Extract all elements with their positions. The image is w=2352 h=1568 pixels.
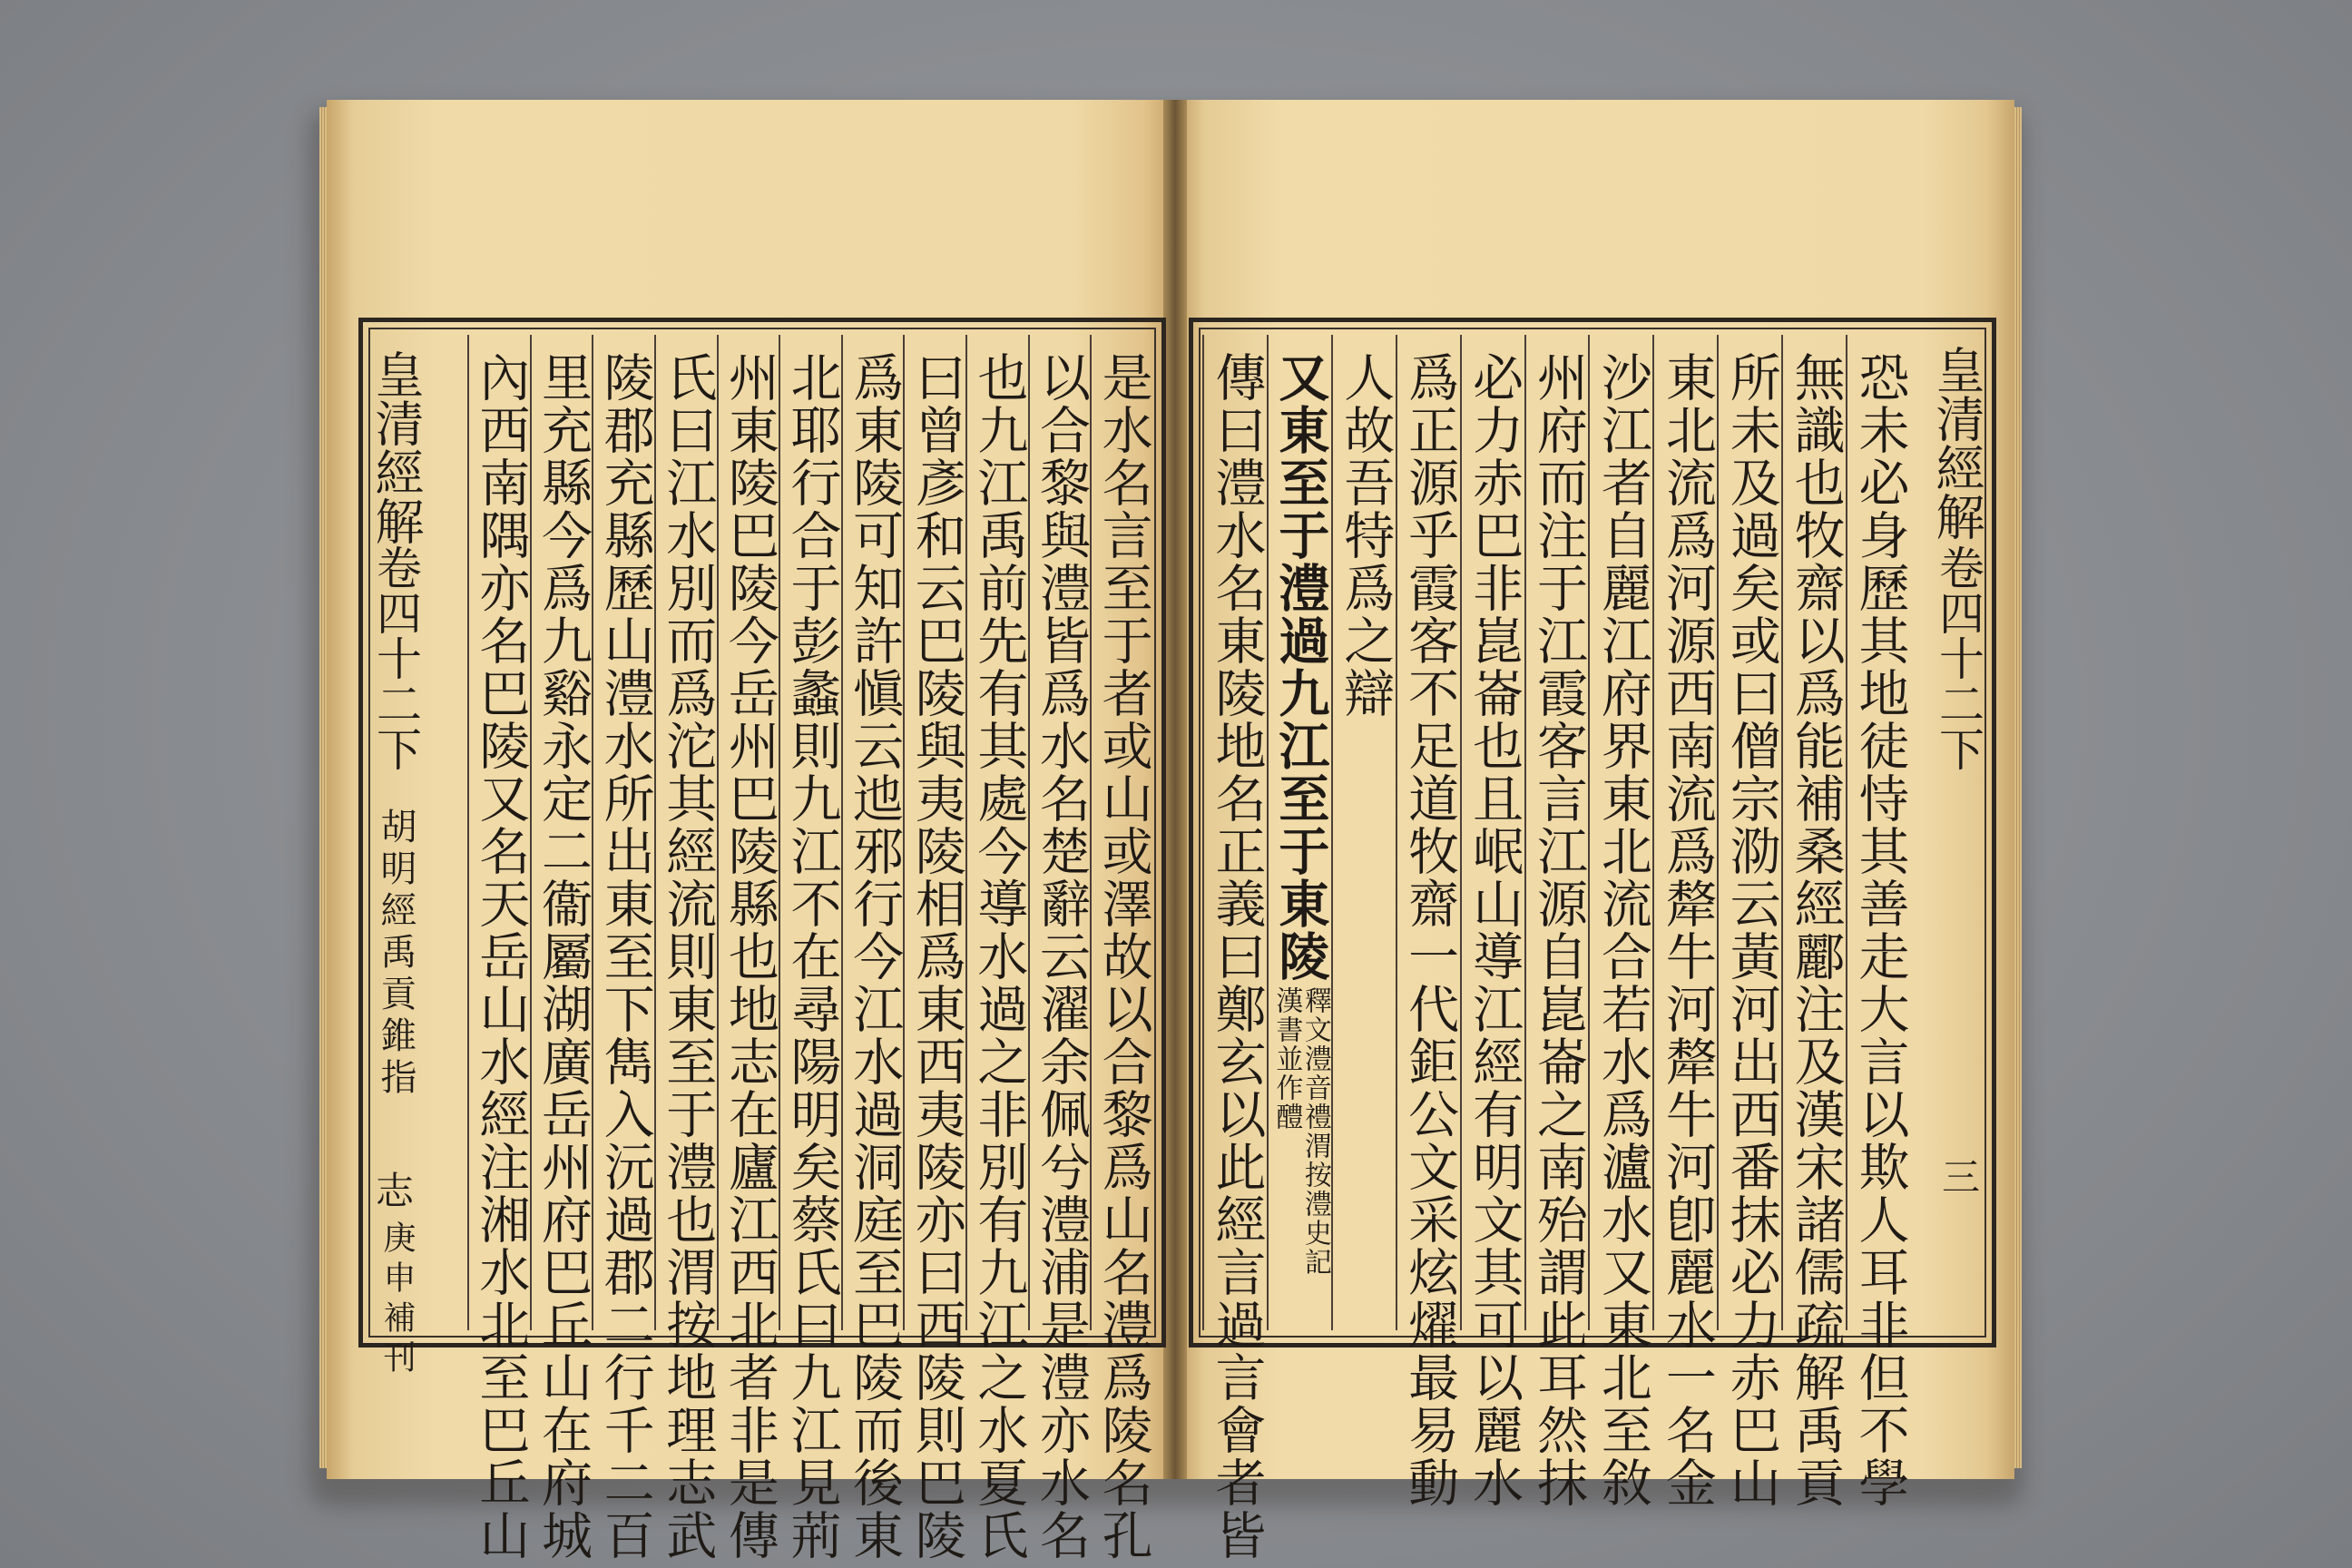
right-column-1-text: 恐未必身歷其地徒恃其善走大言以欺人耳非但不學 xyxy=(1850,351,1910,1509)
left-column-4-text: 曰曾彥和云巴陵與夷陵相爲東西夷陵亦曰西陵則巴陵 xyxy=(906,351,966,1562)
left-column-1 xyxy=(1090,335,1154,1562)
left-text-frame xyxy=(358,318,1166,1562)
right-column-9 xyxy=(1331,335,1397,1330)
right-last-column xyxy=(1202,335,1269,1562)
left-column-8 xyxy=(654,335,719,1562)
left-column-4 xyxy=(903,335,967,1562)
right-column-1 xyxy=(1846,335,1912,1509)
right-column-4 xyxy=(1652,335,1719,1509)
right-column-5 xyxy=(1588,335,1654,1509)
right-margin-page-number: 三 xyxy=(1936,1157,1981,1195)
left-column-7-text: 州東陵巴陵今岳州巴陵縣也地志在廬江西北者非是傳 xyxy=(720,351,779,1562)
left-margin-author: 胡明經禹貢錐指 xyxy=(375,808,416,1100)
right-column-3 xyxy=(1717,335,1783,1509)
left-column-1-text: 是水名言至于者或山或澤故以合黎爲山名澧爲陵名孔 xyxy=(1093,351,1153,1562)
left-column-2-text: 以合黎與澧皆爲水名楚辭云濯余佩兮澧浦是澧亦水名 xyxy=(1032,351,1092,1562)
left-column-6-text: 北耶行合于彭蠡則九江不在尋陽明矣蔡氏曰九江見荊 xyxy=(782,351,842,1562)
left-column-8-text: 氏曰江水別而爲沱其經流則東至于澧也渭按地理志武 xyxy=(658,351,718,1562)
left-column-7 xyxy=(717,335,781,1562)
left-column-2 xyxy=(1028,335,1093,1562)
left-column-9 xyxy=(592,335,656,1562)
right-column-7 xyxy=(1460,335,1526,1509)
left-column-9-text: 陵郡充縣歷山澧水所出東至下雋入沅過郡二行千二百 xyxy=(595,351,655,1562)
left-column-3 xyxy=(965,335,1030,1562)
left-column-5 xyxy=(841,335,906,1562)
right-heading-note: 釋文澧音禮渭按澧史記漢書並作醴 xyxy=(1270,986,1331,1277)
right-column-5-text: 沙江者自麗江府界東北流合若水爲瀘水又東北至敘 xyxy=(1592,351,1652,1509)
right-column-8 xyxy=(1396,335,1462,1509)
left-column-10 xyxy=(530,335,594,1562)
right-column-2-text: 無識也牧齋以爲能補桑經酈注及漢宋諸儒疏解禹貢 xyxy=(1786,351,1846,1509)
right-margin-title: 皇清經解 xyxy=(1928,345,1985,541)
right-heading-column xyxy=(1267,335,1333,1330)
right-text-frame xyxy=(1189,318,1996,1562)
left-column-3-text: 也九江禹前先有其處今導水過之非別有九江之水夏氏 xyxy=(969,351,1029,1562)
right-heading-line: 又東至于澧過九江至于東陵 xyxy=(1270,351,1331,983)
right-column-7-text: 必力赤巴非崑崙也且岷山導江經有明文其可以麗水 xyxy=(1465,351,1524,1509)
left-column-10-text: 里充縣今爲九谿永定二衞屬湖廣岳州府巴丘山在府城 xyxy=(533,351,593,1562)
left-column-11-text: 內西南隅亦名巴陵又名天岳山水經注湘水北至巴丘山 xyxy=(471,351,531,1562)
right-column-8-text: 爲正源乎霞客不足道牧齋一代鉅公文采炫燿最易動 xyxy=(1400,351,1460,1509)
left-margin-volume: 卷四十二下 xyxy=(369,544,422,771)
right-column-9-text: 人故吾特爲之辯 xyxy=(1336,351,1396,720)
left-column-6 xyxy=(779,335,843,1562)
left-margin-page-number: 志 xyxy=(370,1171,415,1209)
right-last-column-text: 傳曰澧水名東陵地名正義曰鄭玄以此經言過言會者皆 xyxy=(1207,351,1267,1562)
right-column-4-text: 東北流爲河源西南流爲犛牛河犛牛河卽麗水一名金 xyxy=(1657,351,1717,1509)
right-column-2 xyxy=(1781,335,1847,1509)
right-column-6 xyxy=(1524,335,1591,1509)
book-gutter xyxy=(1163,100,1187,1479)
left-margin-reprint: 庚申補刊 xyxy=(378,1220,416,1380)
left-margin-title: 皇清經解 xyxy=(368,349,425,545)
left-column-5-text: 爲東陵可知許愼云迆邪行今江水過洞庭至巴陵而後東 xyxy=(845,351,905,1562)
right-column-6-text: 州府而注于江霞客言江源自崑崙之南殆謂此耳然抹 xyxy=(1528,351,1588,1509)
left-column-11 xyxy=(467,335,532,1562)
right-column-3-text: 所未及過矣或曰僧宗泐云黃河出西番抹必力赤巴山 xyxy=(1721,351,1781,1509)
right-margin-volume: 卷四十二下 xyxy=(1932,544,1984,771)
